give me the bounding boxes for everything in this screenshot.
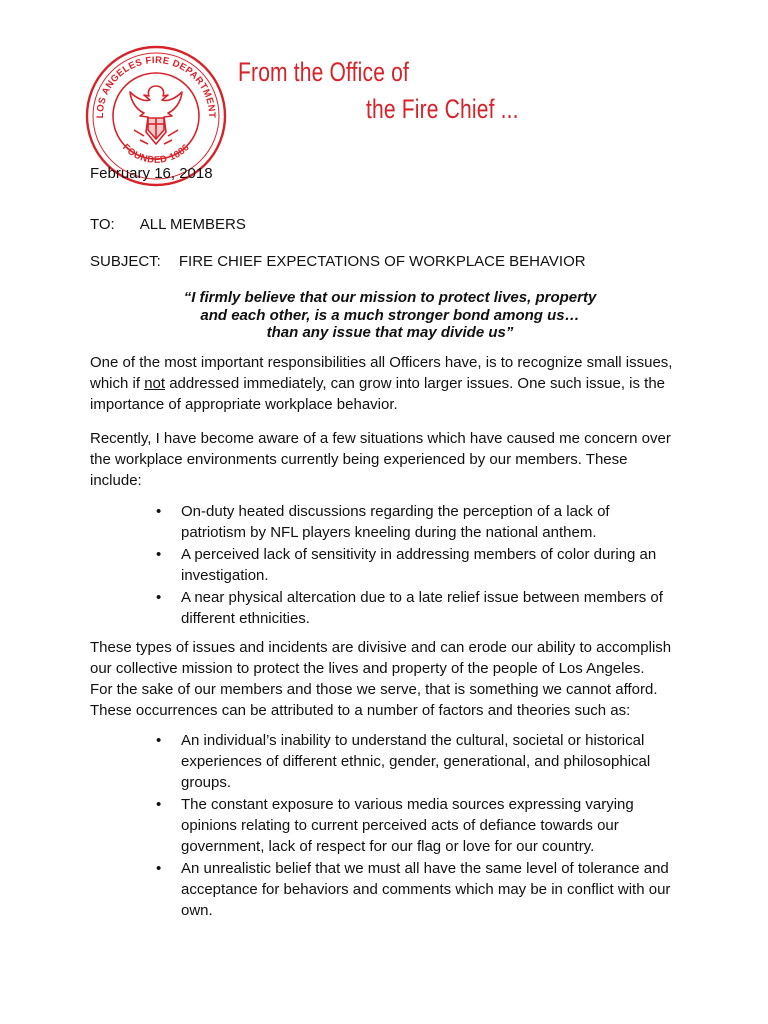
list-item-line: The constant exposure to various media sources expressing varying (181, 796, 634, 814)
eagle-emblem-icon (130, 86, 182, 144)
list-item-line: On-duty heated discussions regarding the perception of a lack of (181, 503, 610, 520)
list-item-line: patriotism by NFL players kneeling during the national anthem. (181, 524, 597, 541)
paragraph-line: These occurrences can be attributed to a number of factors and theories such as: (90, 702, 631, 719)
paragraph-issues (90, 637, 690, 721)
paragraph-line: One of the most important responsibilities all Officers have, is to recognize small issues, (90, 354, 673, 371)
factors-list (156, 730, 676, 923)
situations-list (156, 501, 676, 631)
list-item-line: own. (181, 902, 213, 920)
quote-line: “I firmly believe that our mission to protect lives, property (183, 289, 597, 306)
bullet-icon: • (156, 546, 162, 564)
list-item-line: An unrealistic belief that we must all have the same level of tolerance and (181, 860, 669, 878)
seal-text-top: LOS ANGELES FIRE DEPARTMENT (94, 54, 218, 119)
bullet-icon: • (156, 589, 162, 607)
bullet-icon: • (156, 732, 162, 749)
list-item-line: investigation. (181, 567, 269, 585)
paragraph-line: For the sake of our members and those we serve, that is something we cannot afford. (90, 681, 658, 698)
list-item-line: experiences of different ethnic, gender, generational, and philosophical (181, 753, 651, 770)
to-label: TO: (90, 216, 115, 233)
list-item (156, 544, 676, 586)
paragraph-line: our collective mission to protect the lives and property of the people of Los Angeles. (90, 660, 645, 677)
list-item-line: opinions relating to current perceived acts of defiance towards our (181, 817, 619, 835)
quote-line: than any issue that may divide us” (266, 324, 514, 341)
list-item-line: groups. (181, 774, 232, 791)
bullet-icon: • (156, 503, 162, 520)
list-item-line: A near physical altercation due to a late relief issue between members of (181, 589, 663, 607)
list-item-line: government, lack of respect for our flag or love for our country. (181, 838, 595, 856)
paragraph-line: include: (90, 472, 142, 489)
bullet-icon: • (156, 860, 162, 878)
underlined-not: not (144, 375, 166, 392)
list-item (156, 730, 676, 793)
paragraph-line: importance of appropriate workplace behavior. (90, 396, 398, 413)
list-item (156, 501, 676, 543)
paragraph-line: Recently, I have become aware of a few situations which have caused me concern over (90, 430, 671, 447)
paragraph-responsibilities (90, 352, 690, 415)
paragraph-line (90, 373, 690, 394)
seal-text-bottom: FOUNDED 1886 (120, 142, 192, 166)
list-item (156, 858, 676, 921)
to-line (90, 214, 690, 235)
paragraph-recently (90, 428, 690, 491)
list-item (156, 794, 676, 857)
paragraph-line: These types of issues and incidents are divisive and can erode our ability to accomplish (90, 639, 672, 656)
list-item (156, 587, 676, 629)
quote-line: and each other, is a much stronger bond among us… (200, 306, 580, 324)
letter-date: February 16, 2018 (90, 165, 213, 182)
header-title-line-2: the Fire Chief ... (366, 94, 519, 124)
list-item-line: An individual’s inability to understand the cultural, societal or historical (181, 732, 645, 749)
list-item-line: acceptance for behaviors and comments which may be in conflict with our (181, 881, 671, 899)
list-item-line: A perceived lack of sensitivity in addressing members of color during an (181, 546, 657, 564)
subject-line (90, 251, 690, 272)
text-run: which if (90, 375, 145, 392)
list-item-line: different ethnicities. (181, 610, 310, 628)
bullet-icon: • (156, 796, 162, 814)
text-run: addressed immediately, can grow into larger issues. One such issue, is the (165, 375, 666, 392)
chief-quote (90, 289, 690, 342)
subject-label: SUBJECT: (90, 253, 161, 270)
subject-value: FIRE CHIEF EXPECTATIONS OF WORKPLACE BEHAVIOR (178, 253, 586, 270)
paragraph-line: the workplace environments currently being experienced by our members. These (90, 451, 628, 468)
header-title-line-1: From the Office of (238, 57, 409, 87)
to-value: ALL MEMBERS (139, 216, 246, 233)
